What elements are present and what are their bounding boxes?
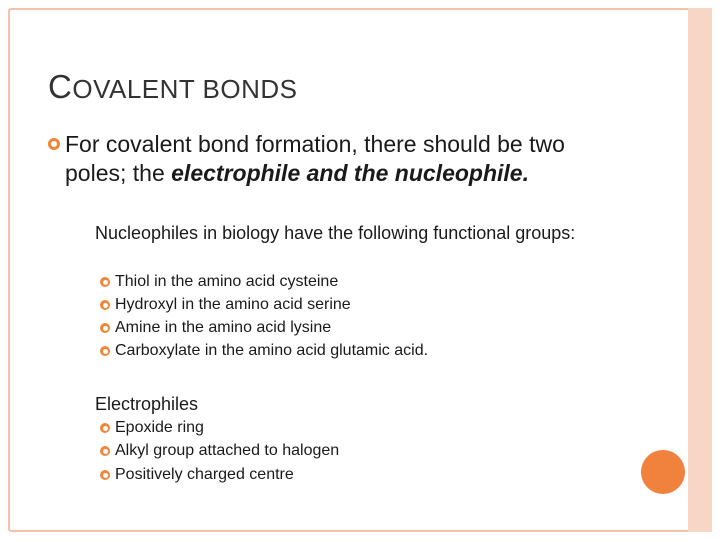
bullet-icon: [100, 470, 110, 480]
nucleophiles-heading: [95, 222, 615, 245]
bullet-icon: [100, 277, 110, 287]
title-first-letter: C: [48, 68, 73, 105]
decorative-orange-dot: [641, 450, 685, 494]
title-rest: OVALENT BONDS: [72, 74, 298, 104]
bullet-icon: [100, 423, 110, 433]
nucleophiles-label: Nucleophiles: [95, 223, 199, 243]
list-item: Hydroxyl in the amino acid serine: [115, 296, 351, 313]
nucleophiles-label-rest: in biology have the following functional groups:: [198, 223, 576, 243]
electrophiles-heading: Electrophiles: [95, 394, 199, 414]
main-point-emphasis: electrophile and the nucleophile.: [171, 160, 529, 186]
main-point-text: For covalent bond formation, there should be two poles; the: [65, 131, 565, 186]
bullet-icon: [100, 346, 110, 356]
bullet-icon: [48, 138, 60, 150]
decorative-side-bar: [688, 8, 712, 532]
slide-title: [48, 68, 298, 106]
list-item: Alkyl group attached to halogen: [115, 442, 340, 459]
list-item: Carboxylate in the amino acid glutamic acid.: [115, 342, 429, 359]
bullet-icon: [100, 446, 110, 456]
bullet-icon: [100, 323, 110, 333]
list-item: Amine in the amino acid lysine: [115, 319, 332, 336]
list-item: Epoxide ring: [115, 419, 204, 436]
bullet-icon: [100, 300, 110, 310]
main-point: [65, 130, 625, 188]
list-item: Thiol in the amino acid cysteine: [115, 273, 339, 290]
list-item: Positively charged centre: [115, 466, 294, 483]
